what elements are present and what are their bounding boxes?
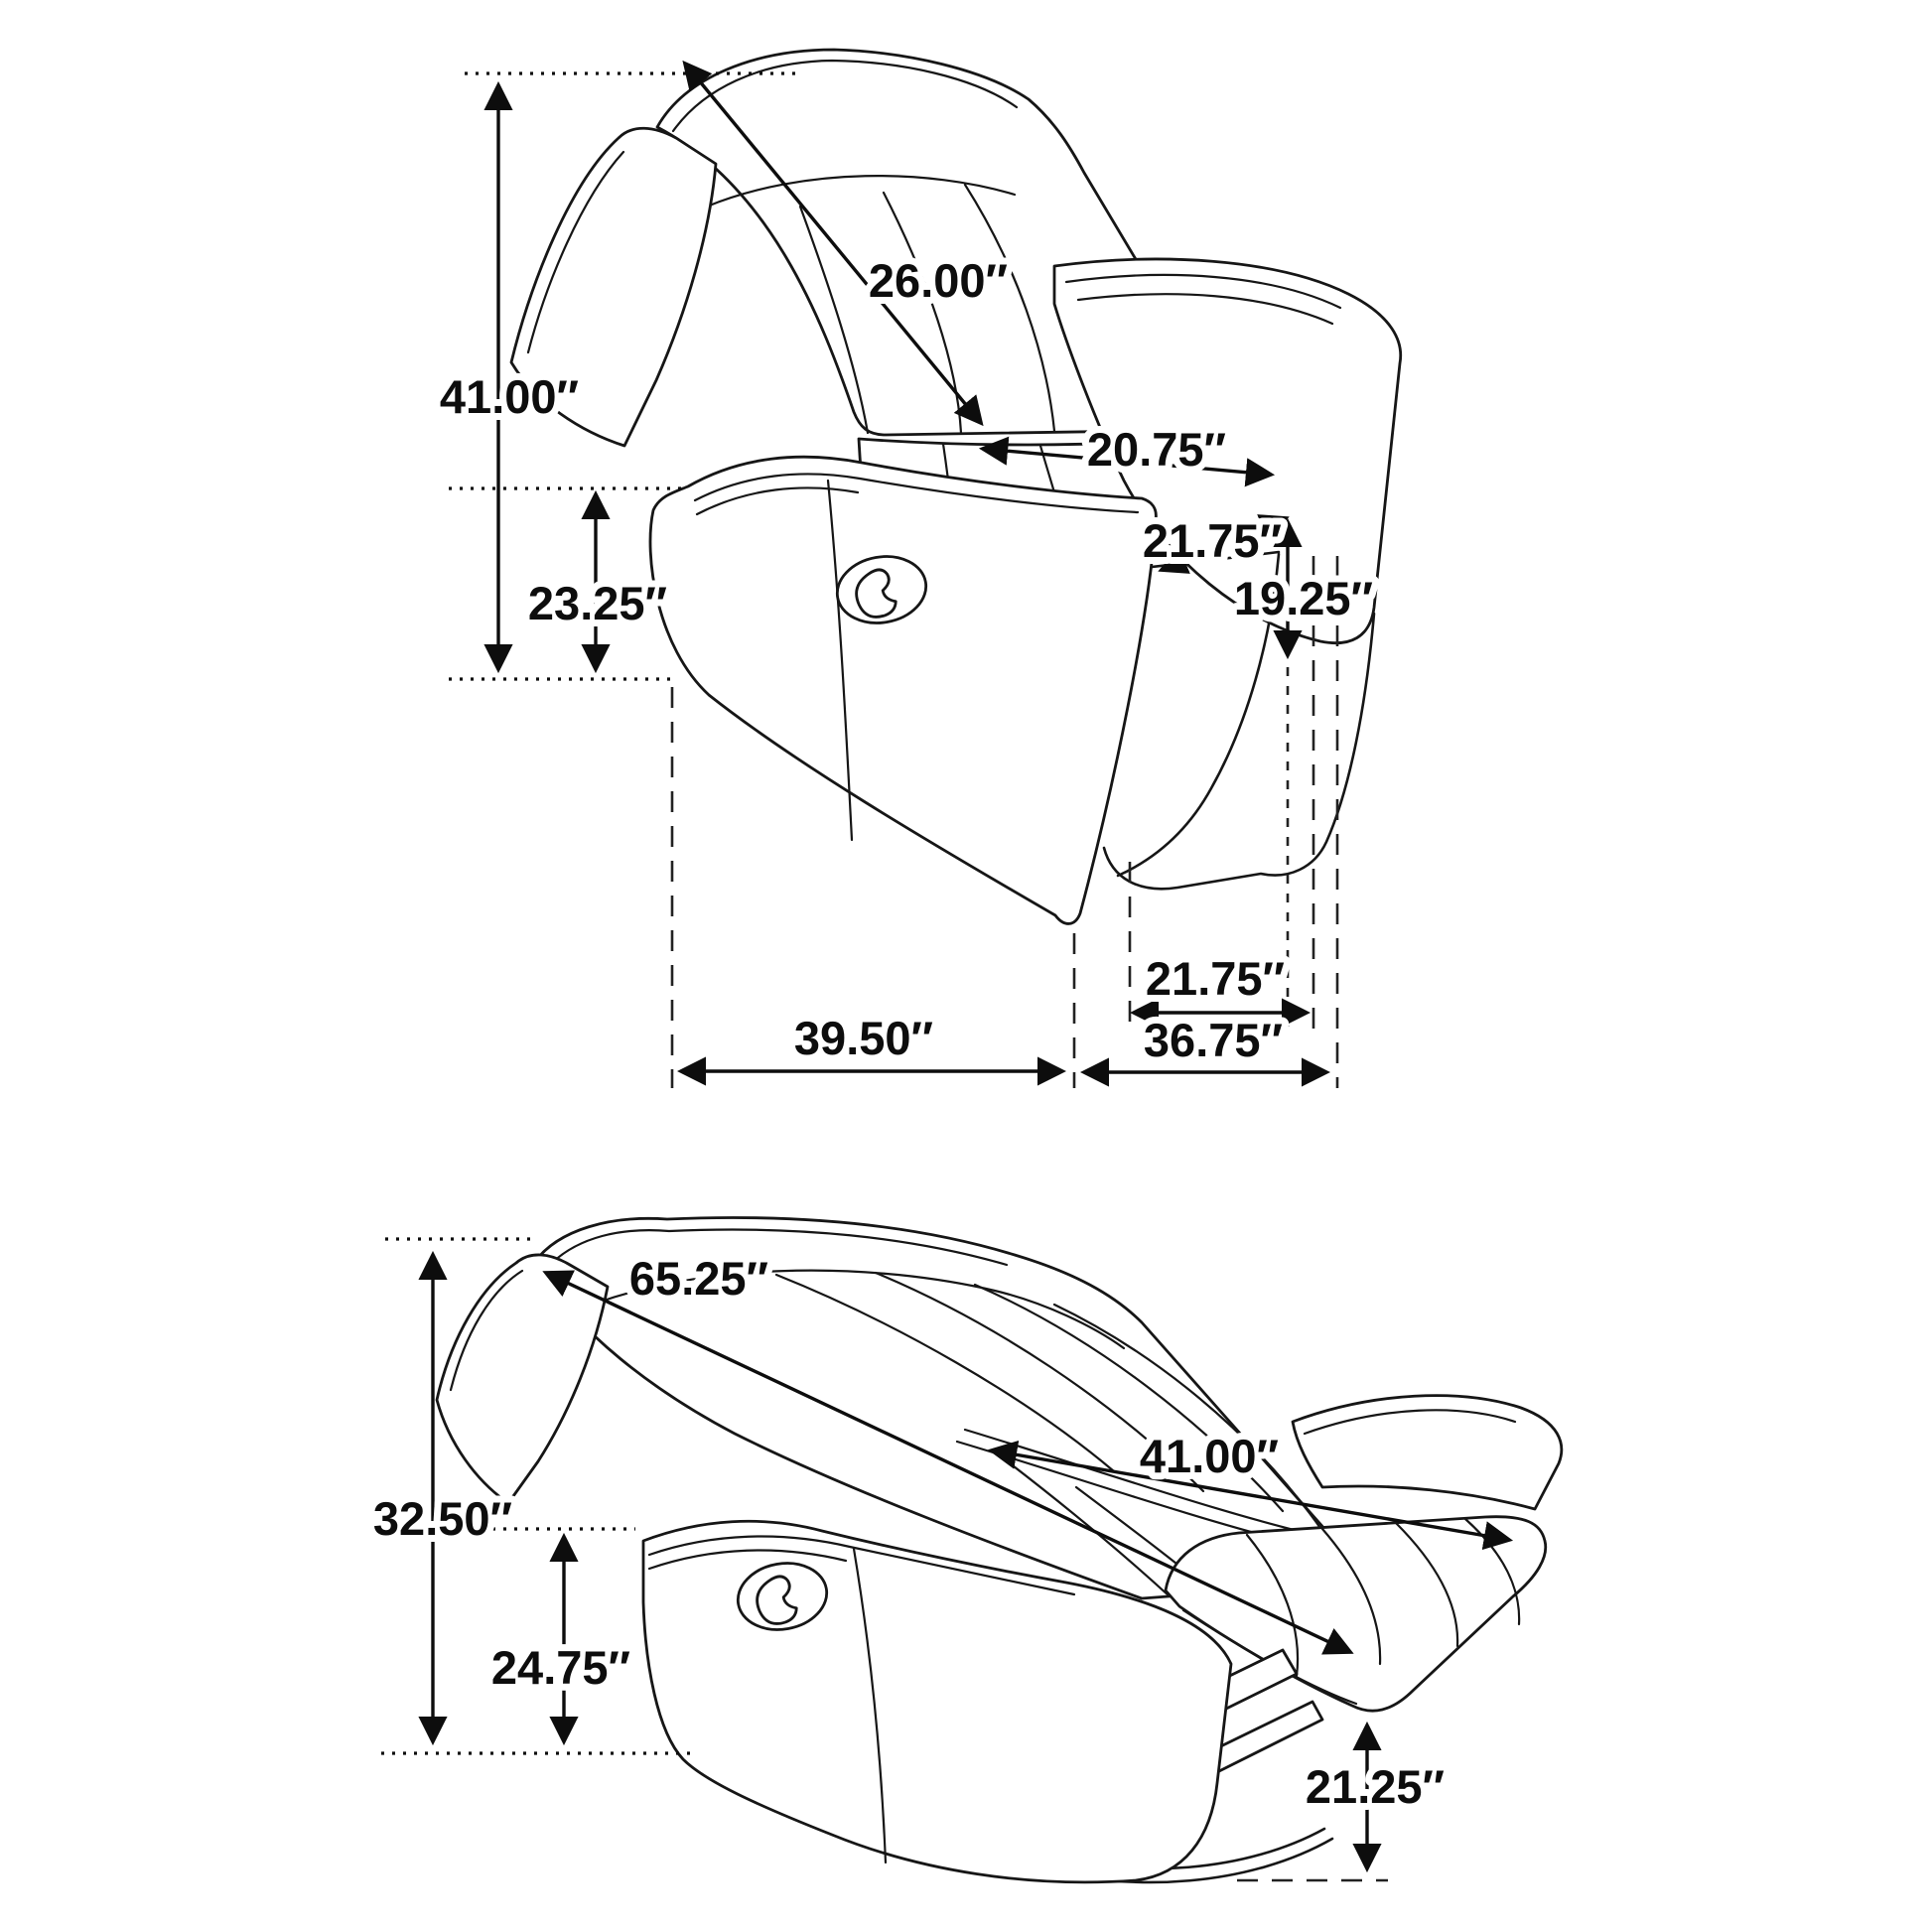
dim-label-footrest-span: 41.00″ <box>1139 1430 1280 1482</box>
dim-label-arm-height: 23.25″ <box>527 577 668 629</box>
dim-label-seat-height: 19.25″ <box>1233 572 1374 624</box>
left-armrest-outline <box>650 457 1156 923</box>
dim-label-seat-width: 20.75″ <box>1086 423 1227 476</box>
dim-label-reclined-height: 32.50″ <box>372 1492 513 1545</box>
dim-label-arm-height-reclined: 24.75″ <box>490 1641 631 1694</box>
upright-chair-drawing <box>511 50 1401 923</box>
dim-label-overall-height: 41.00″ <box>439 370 580 423</box>
dim-label-overall-depth: 36.75″ <box>1143 1014 1284 1066</box>
dim-label-back-width: 26.00″ <box>868 254 1009 307</box>
dim-label-seat-depth: 21.75″ <box>1142 514 1283 567</box>
left-wing-reclined <box>437 1255 608 1503</box>
right-side-panel <box>1104 614 1374 889</box>
dim-label-overall-width: 39.50″ <box>793 1012 934 1064</box>
dim-label-base-depth: 21.75″ <box>1145 952 1286 1005</box>
dim-label-footrest-height: 21.25″ <box>1305 1760 1446 1813</box>
right-armrest-reclined <box>1293 1396 1562 1509</box>
dim-label-reclined-length: 65.25″ <box>628 1252 769 1305</box>
